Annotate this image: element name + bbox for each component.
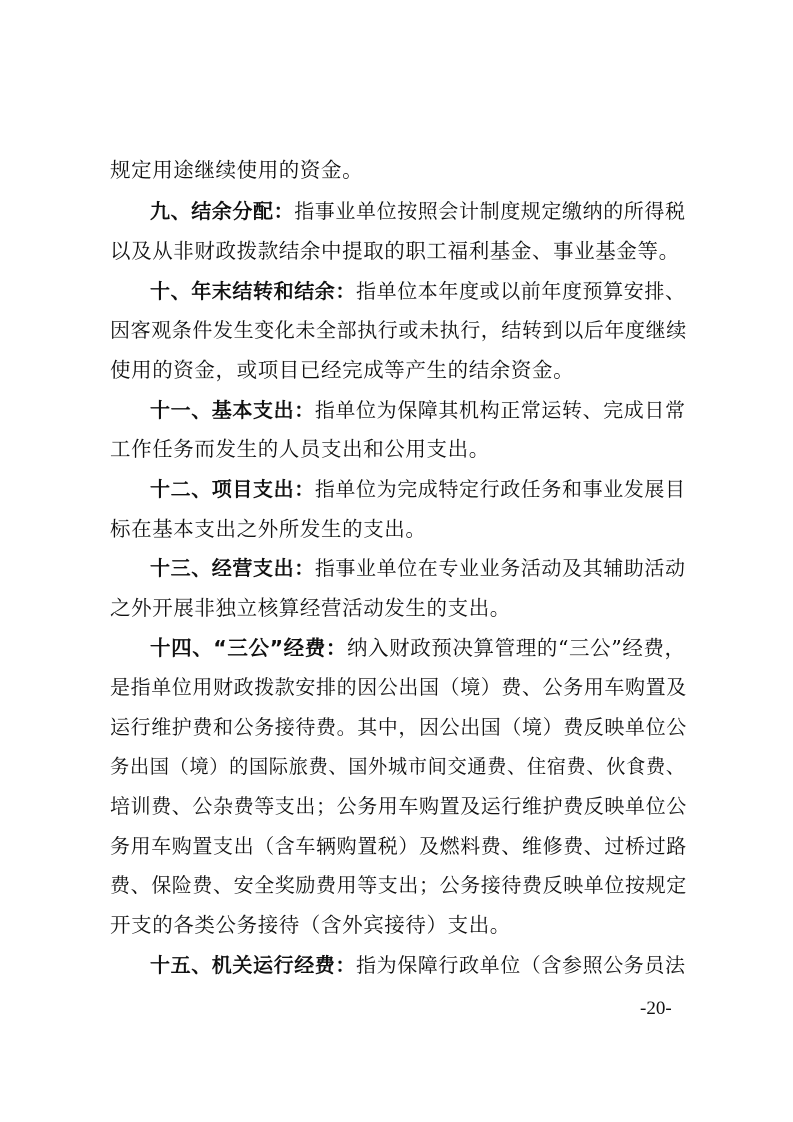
text-line: 十三、经营支出：指事业单位在专业业务活动及其辅助活动	[150, 556, 686, 580]
text-line: 因客观条件发生变化未全部执行或未执行，结转到以后年度继续	[110, 318, 687, 342]
text-line: 十五、机关运行经费：指为保障行政单位（含参照公务员法	[150, 953, 686, 977]
text-line: 运行维护费和公务接待费。其中，因公出国（境）费反映单位公	[110, 715, 687, 739]
text-line: 工作任务而发生的人员支出和公用支出。	[110, 437, 490, 461]
text-line: 标在基本支出之外所发生的支出。	[110, 517, 427, 541]
term-heading: 十、年末结转和结余：	[150, 279, 356, 303]
text-line: 十二、项目支出：指单位为完成特定行政任务和事业发展目	[150, 477, 686, 501]
text-line: 使用的资金，或项目已经完成等产生的结余资金。	[110, 358, 575, 382]
term-heading: 十四、“三公”经费：	[150, 636, 347, 660]
text-line: 务出国（境）的国际旅费、国外城市间交通费、住宿费、伙食费、	[110, 755, 686, 778]
text-line: 是指单位用财政拨款安排的因公出国（境）费、公务用车购置及	[110, 675, 687, 699]
text-line: 十一、基本支出：指单位为保障其机构正常运转、完成日常	[150, 398, 686, 422]
text-line: 培训费、公杂费等支出；公务用车购置及运行维护费反映单位公	[110, 794, 687, 818]
text-line: 费、保险费、安全奖励费用等支出；公务接待费反映单位按规定	[110, 873, 687, 897]
term-heading: 十五、机关运行经费：	[150, 953, 356, 977]
text-line: 规定用途继续使用的资金。	[110, 158, 364, 182]
text-line: 之外开展非独立核算经营活动发生的支出。	[110, 596, 511, 620]
term-heading: 十三、经营支出：	[150, 556, 315, 580]
term-heading: 十一、基本支出：	[150, 398, 315, 422]
text-line: 十四、“三公”经费：纳入财政预决算管理的“三公”经费，	[150, 636, 686, 660]
text-line: 以及从非财政拨款结余中提取的职工福利基金、事业基金等。	[110, 239, 680, 263]
page-number: -20-	[640, 998, 672, 1019]
text-line: 开支的各类公务接待（含外宾接待）支出。	[110, 913, 511, 937]
term-heading: 九、结余分配：	[150, 199, 295, 223]
term-heading: 十二、项目支出：	[150, 477, 315, 501]
text-line: 九、结余分配：指事业单位按照会计制度规定缴纳的所得税	[150, 199, 686, 223]
text-line: 务用车购置支出（含车辆购置税）及燃料费、维修费、过桥过路	[110, 834, 687, 858]
text-line: 十、年末结转和结余：指单位本年度或以前年度预算安排、	[150, 279, 686, 303]
